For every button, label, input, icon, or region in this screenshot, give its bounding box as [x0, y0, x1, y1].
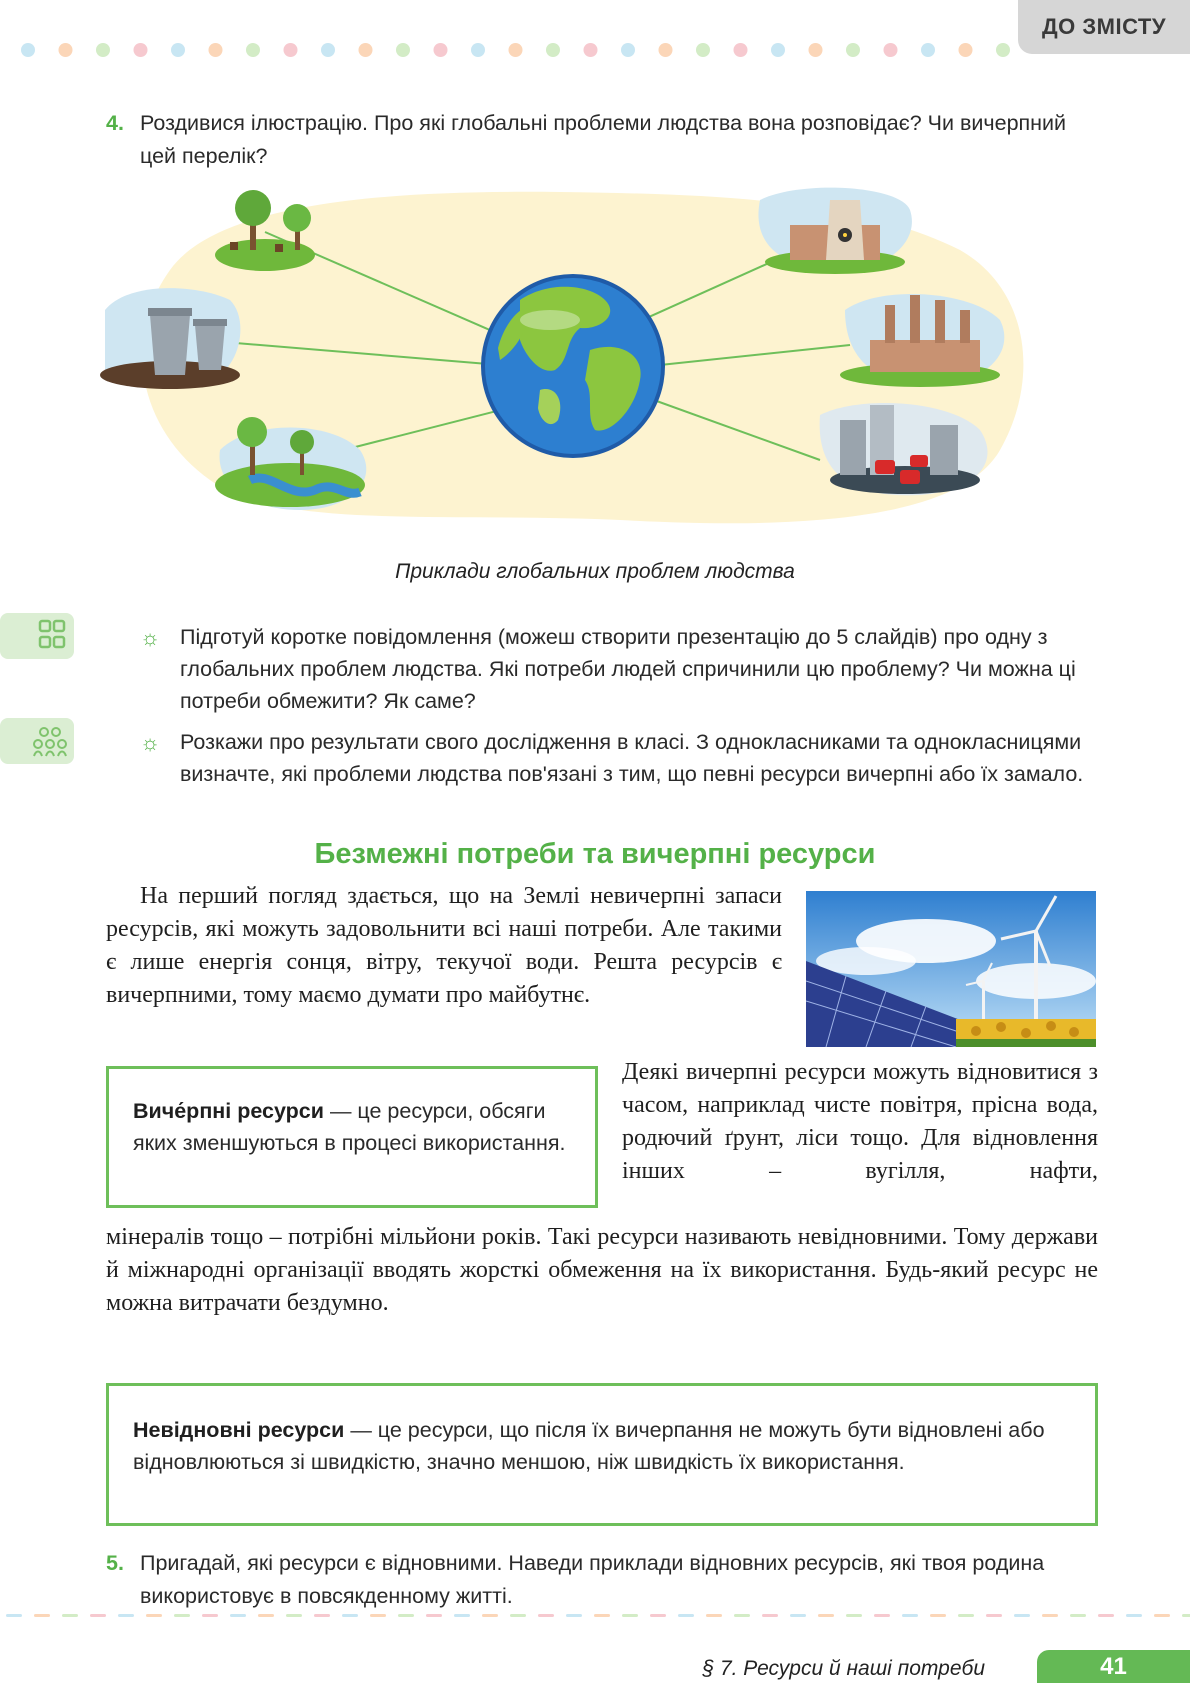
decorative-dot	[59, 43, 73, 57]
decorative-dash	[762, 1614, 778, 1617]
project-icon	[0, 613, 74, 659]
decorative-dot	[359, 43, 373, 57]
decorative-dot	[734, 43, 748, 57]
question-text: Роздивися ілюстрацію. Про які глобальні проблеми людства вона розповідає? Чи вичерпний цей перелік?	[140, 111, 1067, 168]
definition-text: — це ресурси, обсяги яких зменшуються в процесі використання.	[133, 1099, 566, 1155]
decorative-dot	[921, 43, 935, 57]
global-problems-illustration	[100, 180, 1100, 550]
decorative-dot	[209, 43, 223, 57]
decorative-dash	[818, 1614, 834, 1617]
decorative-dash	[314, 1614, 330, 1617]
renewable-energy-photo	[806, 891, 1096, 1047]
decorative-dash	[594, 1614, 610, 1617]
decorative-dash	[930, 1614, 946, 1617]
decorative-dash	[62, 1614, 78, 1617]
decorative-dash	[846, 1614, 862, 1617]
decorative-dash	[678, 1614, 694, 1617]
section-heading: Безмежні потреби та вичерпні ресурси	[314, 838, 876, 870]
decorative-dash	[1014, 1614, 1030, 1617]
decorative-dash	[90, 1614, 106, 1617]
decorative-dot	[171, 43, 185, 57]
decorative-dot	[884, 43, 898, 57]
illustration-caption: Приклади глобальних проблем людства	[395, 560, 795, 583]
definition-exhaustible-resources	[106, 1066, 598, 1208]
term: Виче́рпні ресурси	[133, 1099, 324, 1123]
decorative-dash	[1154, 1614, 1170, 1617]
paragraph-renewal-part2: мінералів тощо – потрібні мільйони років. Такі ресурси називають невідновними. Тому держави й міжнародні організації вводять жорсткі обмеження на їх використання. Будь-який ресурс не можна витрачати бездумно.	[106, 1224, 1098, 1316]
decorative-dot	[959, 43, 973, 57]
decorative-dash	[370, 1614, 386, 1617]
decorative-dot	[21, 43, 35, 57]
decorative-dash	[650, 1614, 666, 1617]
decorative-dash	[874, 1614, 890, 1617]
decorative-dash	[1042, 1614, 1058, 1617]
decorative-dash	[146, 1614, 162, 1617]
decorative-dash	[454, 1614, 470, 1617]
decorative-dot	[659, 43, 673, 57]
factory-icon	[840, 294, 1004, 387]
question-text: Пригадай, які ресурси є відновними. Наведи приклади відновних ресурсів, які твоя родина використовує в повсякденному житті.	[140, 1551, 1045, 1608]
sun-bullet-icon: ☼	[140, 730, 161, 755]
decorative-dash	[482, 1614, 498, 1617]
decorative-dot	[396, 43, 410, 57]
decorative-dashes-bottom	[0, 1612, 1190, 1620]
decorative-dash	[1126, 1614, 1142, 1617]
decorative-dash	[958, 1614, 974, 1617]
decorative-dash	[1182, 1614, 1190, 1617]
definition-nonrenewable-resources	[106, 1383, 1098, 1526]
decorative-dash	[1070, 1614, 1086, 1617]
decorative-dash	[734, 1614, 750, 1617]
decorative-dot	[546, 43, 560, 57]
definition-text: — це ресурси, що після їх вичерпання не можуть бути відновлені або відновлюються зі швидкістю, значно меншою, ніж швидкість їх використання.	[133, 1418, 1045, 1474]
footer-chapter-title: § 7. Ресурси й наші потреби	[702, 1657, 985, 1680]
toc-button[interactable]: ДО ЗМІСТУ	[1018, 0, 1190, 54]
decorative-dot	[284, 43, 298, 57]
decorative-dash	[986, 1614, 1002, 1617]
decorative-dash	[566, 1614, 582, 1617]
task-text: Розкажи про результати свого дослідження в класі. З однокласниками та однокласницями визначте, які проблеми людства пов'язані з тим, що певні ресурси вичерпні або їх замало.	[180, 730, 1084, 786]
decorative-dash	[426, 1614, 442, 1617]
decorative-dash	[1098, 1614, 1114, 1617]
decorative-dots-top	[20, 42, 1020, 58]
decorative-dash	[202, 1614, 218, 1617]
decorative-dash	[174, 1614, 190, 1617]
decorative-dot	[771, 43, 785, 57]
decorative-dash	[258, 1614, 274, 1617]
paragraph-renewal-part1: Деякі вичерпні ресурси можуть відновитися з часом, наприклад чисте повітря, прісна вода, родючий ґрунт, ліси тощо. Для відновлення інших – вугілля, нафти,	[622, 1059, 1098, 1184]
group-work-icon	[0, 718, 74, 764]
decorative-dash	[34, 1614, 50, 1617]
question-4	[106, 107, 1106, 173]
decorative-dot	[996, 43, 1010, 57]
task-presentation	[140, 621, 1100, 717]
earth-icon	[481, 274, 665, 458]
task-text: Підготуй коротке повідомлення (можеш створити презентацію до 5 слайдів) про одну з глобальних проблем людства. Які потреби людей спричинили цю проблему? Чи можна ці потреби обмежити? Як саме?	[180, 625, 1076, 713]
decorative-dot	[134, 43, 148, 57]
decorative-dash	[6, 1614, 22, 1617]
decorative-dot	[471, 43, 485, 57]
question-5	[106, 1547, 1106, 1613]
sun-bullet-icon: ☼	[140, 625, 161, 650]
decorative-dot	[621, 43, 635, 57]
paragraph-intro: На перший погляд здається, що на Землі невичерпні запаси ресурсів, які можуть задовольнити всі наші потреби. Але такими є лише енергія сонця, вітру, текучої води. Решта ресурсів є вичерпними, тому маємо думати про майбутнє.	[106, 883, 782, 1008]
decorative-dot	[321, 43, 335, 57]
decorative-dash	[398, 1614, 414, 1617]
decorative-dot	[434, 43, 448, 57]
decorative-dash	[706, 1614, 722, 1617]
decorative-dash	[538, 1614, 554, 1617]
decorative-dot	[246, 43, 260, 57]
decorative-dash	[286, 1614, 302, 1617]
decorative-dot	[846, 43, 860, 57]
decorative-dash	[342, 1614, 358, 1617]
question-number: 5.	[106, 1551, 124, 1575]
decorative-dash	[510, 1614, 526, 1617]
question-number: 4.	[106, 111, 124, 135]
decorative-dot	[509, 43, 523, 57]
decorative-dot	[696, 43, 710, 57]
decorative-dash	[790, 1614, 806, 1617]
decorative-dot	[96, 43, 110, 57]
page-number: 41	[1037, 1650, 1190, 1683]
task-discussion	[140, 726, 1100, 790]
decorative-dot	[584, 43, 598, 57]
decorative-dash	[118, 1614, 134, 1617]
decorative-dash	[230, 1614, 246, 1617]
waste-bins-icon	[100, 288, 240, 389]
decorative-dot	[809, 43, 823, 57]
term: Невідновні ресурси	[133, 1418, 345, 1442]
decorative-dash	[622, 1614, 638, 1617]
nuclear-plant-icon	[758, 188, 911, 274]
decorative-dash	[902, 1614, 918, 1617]
